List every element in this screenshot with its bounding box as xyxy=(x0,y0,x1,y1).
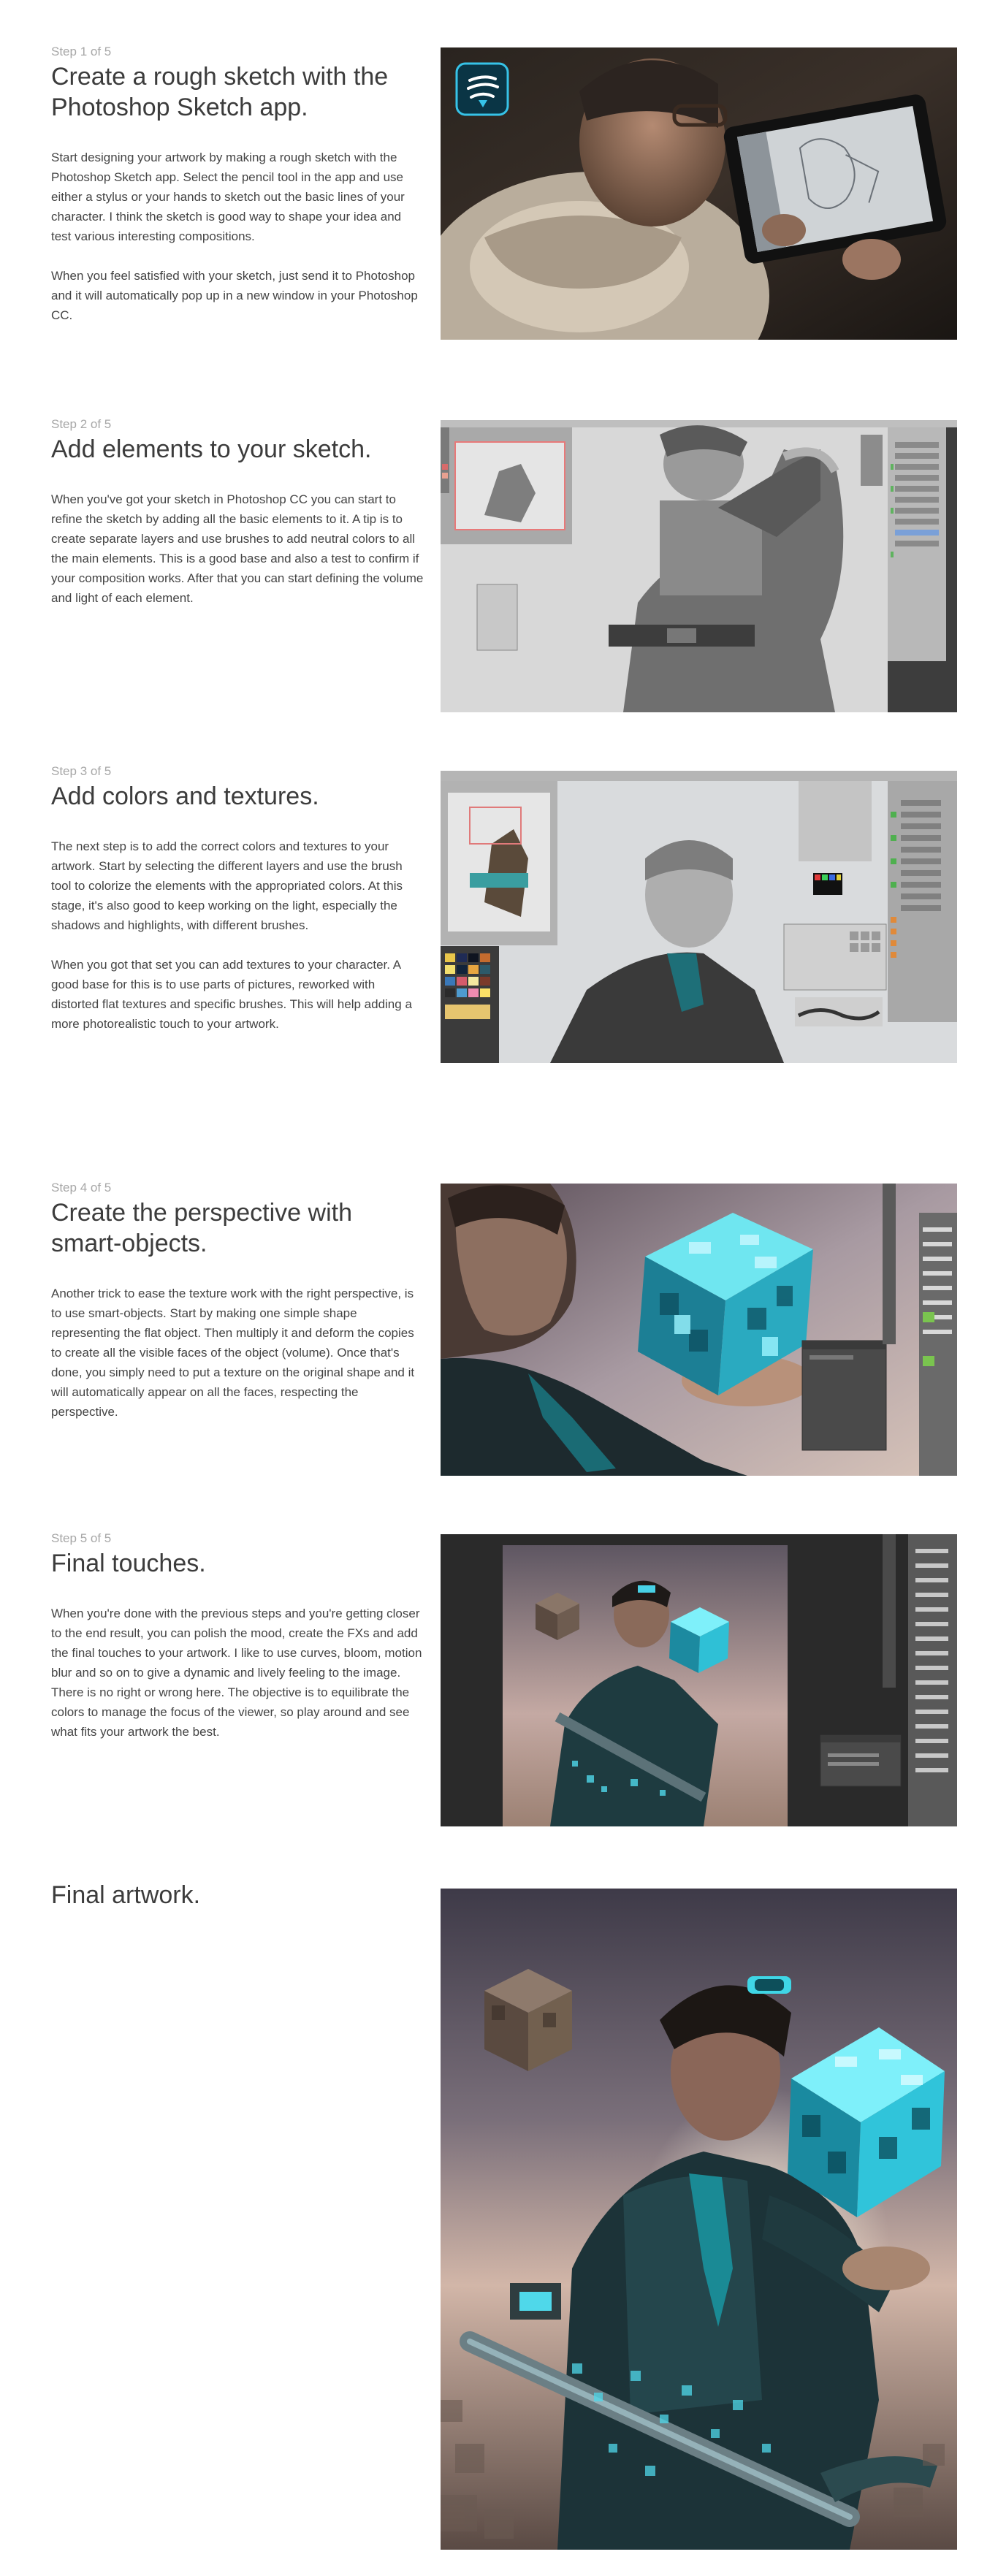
step-label: Step 4 of 5 xyxy=(51,1181,112,1194)
step-label: Step 3 of 5 xyxy=(51,764,112,778)
step-1-text xyxy=(51,44,424,345)
step-body xyxy=(51,489,424,608)
step-2-text xyxy=(51,416,424,628)
photoshop-sketch-app-icon xyxy=(457,64,508,115)
step-label: Step 2 of 5 xyxy=(51,417,112,431)
step-5-text xyxy=(51,1531,424,1761)
step-5-image xyxy=(441,1534,957,1826)
step-body xyxy=(51,837,424,1034)
paragraph: Another trick to ease the texture work with the right perspective, is to use smart-objects. Start by making one simple shape representing the flat object. Then multiply it and deform the copies to create all the visible faces of the object (volume). Once that's done, you simply need to put a texture on the original shape and it will automatically appear on all the faces, respecting the perspective. xyxy=(51,1287,415,1419)
paragraph: When you're done with the previous steps and you're getting closer to the end result, you can polish the mood, create the FXs and add the final touches to your artwork. I like to use curves, bloom, motion blur and so on to give a dynamic and lively feeling to the image. There is no right or wrong here. The objective is to equilibrate the colors to manage the focus of the viewer, so play around and see what fits your artwork the best. xyxy=(51,1607,422,1739)
step-body xyxy=(51,1604,424,1742)
paragraph: The next step is to add the correct colors and textures to your artwork. Start by selecting the different layers and use the brush tool to colorize the elements with the appropriated colors. At this stage, it's also good to keep working on the light, especially the shadows and highlights, with different brushes. xyxy=(51,839,403,932)
step-body xyxy=(51,1284,424,1422)
title-line: Add elements to your sketch. xyxy=(51,435,372,463)
step-title xyxy=(51,434,424,465)
paragraph: Start designing your artwork by making a rough sketch with the Photoshop Sketch app. Select the pencil tool in the app and use either a stylus or your hands to sketch out the basic lines of your character. I think the sketch is good way to shape your idea and test various interesting compositions. xyxy=(51,150,405,243)
step-3-image xyxy=(441,771,957,1063)
step-4-image xyxy=(441,1184,957,1476)
step-body xyxy=(51,148,424,325)
final-title: Final artwork. xyxy=(51,1881,201,1909)
step-1-image xyxy=(441,47,957,340)
final-artwork-image xyxy=(441,1889,957,2550)
title-line: Create a rough sketch with the xyxy=(51,63,389,91)
title-line: Photoshop Sketch app. xyxy=(51,94,308,121)
title-line: smart-objects. xyxy=(51,1230,207,1257)
paragraph: When you feel satisfied with your sketch, just send it to Photoshop and it will automatically pop up in a new window in your Photoshop CC. xyxy=(51,269,418,322)
step-title xyxy=(51,781,424,812)
step-label: Step 5 of 5 xyxy=(51,1531,112,1545)
paragraph: When you got that set you can add textures to your character. A good base for this is to use parts of pictures, reworked with distorted flat textures and specific brushes. This will help adding a more photorealistic touch to your artwork. xyxy=(51,958,412,1031)
step-title xyxy=(51,1197,424,1259)
step-2-image xyxy=(441,420,957,712)
step-4-text xyxy=(51,1180,424,1441)
step-3-text xyxy=(51,763,424,1053)
step-title xyxy=(51,1548,424,1579)
title-line: Final touches. xyxy=(51,1550,206,1577)
step-label: Step 1 of 5 xyxy=(51,45,112,58)
paragraph: When you've got your sketch in Photoshop CC you can start to refine the sketch by adding all the basic elements to it. A tip is to create separate layers and use brushes to add neutral colors to all the main elements. This is a good base and also a test to confirm if your composition works. After that you can start defining the volume and light of each element. xyxy=(51,492,424,605)
title-line: Create the perspective with xyxy=(51,1199,352,1227)
step-title xyxy=(51,61,424,123)
title-line: Add colors and textures. xyxy=(51,782,319,810)
